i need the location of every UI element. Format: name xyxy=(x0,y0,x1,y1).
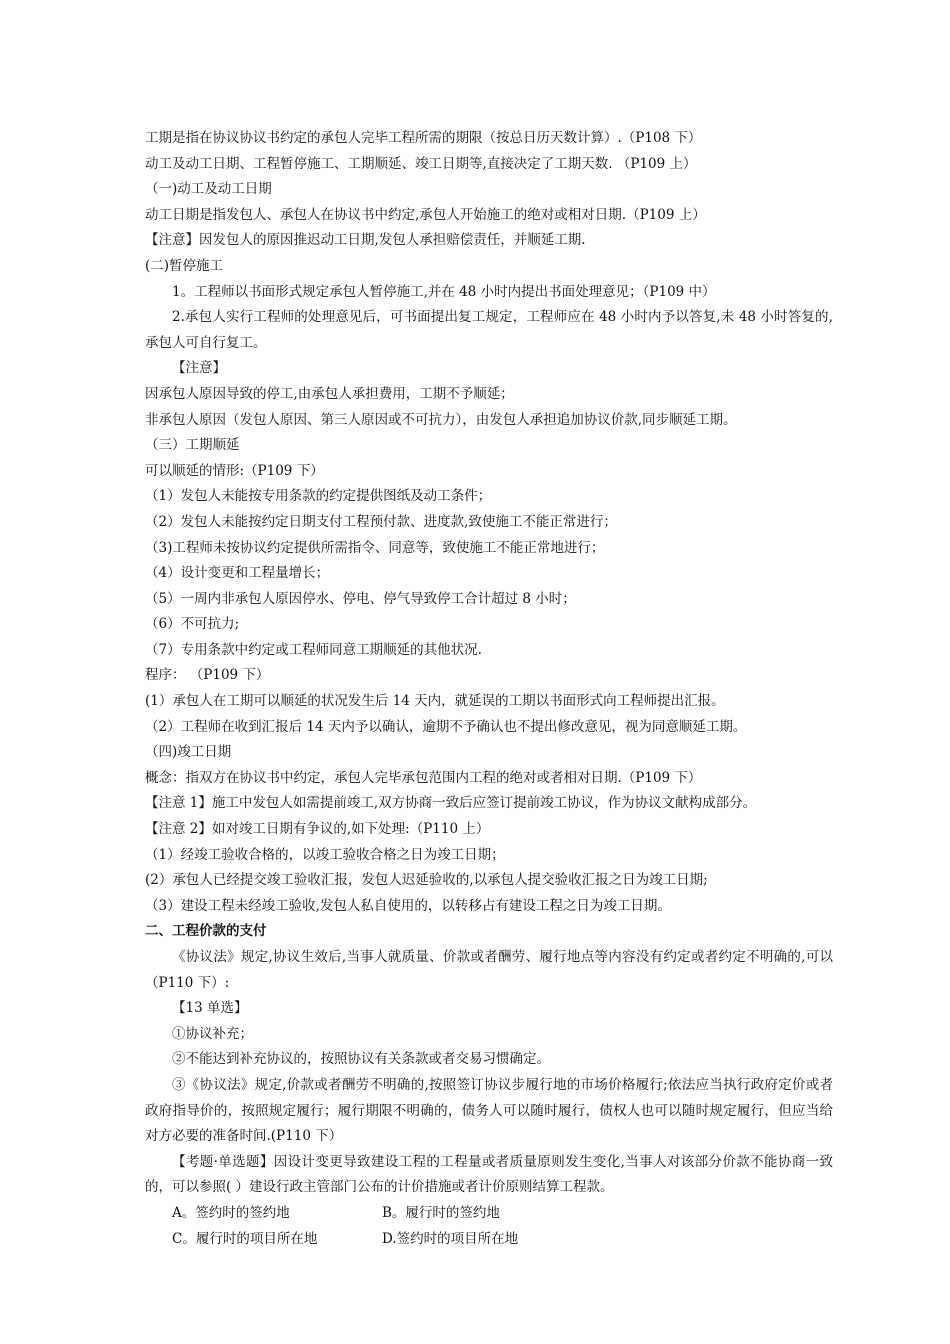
list-item-extension-4: （4）设计变更和工程量增长； xyxy=(145,565,330,582)
paragraph-duration-factors: 动工及动工日期、工程暂停施工、工期顺延、竣工日期等,直接决定了工期天数. （P109 上） xyxy=(145,155,697,172)
tag-single-choice: 【13 单选】 xyxy=(172,1000,248,1017)
list-item-extension-6: （6）不可抗力; xyxy=(145,616,240,633)
paragraph-duration-definition: 工期是指在协议协议书约定的承包人完毕工程所需的期限（按总日历天数计算）.（P108 下） xyxy=(145,130,702,146)
section-heading-payment: 二、工程价款的支付 xyxy=(145,923,267,940)
note-start-delay: 【注意】因发包人的原因推迟动工日期,发包人承担赔偿责任，并顺延工期. xyxy=(145,232,586,249)
paragraph-completion-definition: 概念：指双方在协议书中约定，承包人完毕承包范围内工程的绝对或者相对日期.（P109 下） xyxy=(145,769,702,786)
choice-d: D.签约时的项目所在地 xyxy=(382,1230,519,1247)
list-item-extension-3: （3)工程师未按协议约定提供所需指令、同意等，致使施工不能正常地进行； xyxy=(145,539,605,556)
list-item-dispute-3: （3）建设工程未经竣工验收,发包人私自使用的，以转移占有建设工程之日为竣工日期。 xyxy=(145,897,671,914)
choices-row-2 xyxy=(145,1227,833,1253)
document-body xyxy=(145,126,833,1252)
choice-c: C。履行时的项目所在地 xyxy=(172,1230,318,1247)
list-item-extension-1: （1）发包人未能按专用条款的约定提供图纸及动工条件； xyxy=(145,488,492,505)
choices-row-1 xyxy=(145,1201,833,1227)
note-early-completion: 【注意 1】施工中发包人如需提前竣工,双方协商一致后应签订提前竣工协议，作为协议文献构成部分。 xyxy=(145,795,757,812)
list-item-extension-2: （2）发包人未能按约定日期支付工程预付款、进度款,致使施工不能正常进行； xyxy=(145,513,617,530)
heading-suspension: (二)暂停施工 xyxy=(145,257,224,274)
heading-extension: （三）工期顺延 xyxy=(145,437,240,454)
paragraph-suspension-1: 1。工程师以书面形式规定承包人暂停施工,并在 48 小时内提出书面处理意见；（P109 中） xyxy=(172,283,716,300)
note-completion-dispute: 【注意 2】如对竣工日期有争议的,如下处理:（P110 上） xyxy=(145,821,490,838)
paragraph-contract-law: 《协议法》规定,协议生效后,当事人就质量、价款或者酬劳、履行地点等内容没有约定或者约定不明确的,可以（P110 下）: xyxy=(145,949,833,991)
list-item-custom: ②不能达到补充协议的，按照协议有关条款或者交易习惯确定。 xyxy=(172,1051,550,1068)
choice-b: B。履行时的签约地 xyxy=(382,1204,500,1221)
heading-completion-date: （四)竣工日期 xyxy=(145,744,232,761)
heading-start-date: （一)动工及动工日期 xyxy=(145,181,272,198)
paragraph-extension-cases: 可以顺延的情形:（P109 下） xyxy=(145,462,324,479)
list-item-dispute-1: （1）经竣工验收合格的，以竣工验收合格之日为竣工日期； xyxy=(145,846,505,863)
list-item-extension-7: （7）专用条款中约定或工程师同意工期顺延的其他状况. xyxy=(145,641,482,658)
paragraph-procedure: 程序： （P109 下） xyxy=(145,667,270,684)
list-item-procedure-1: (1）承包人在工期可以顺延的状况发生后 14 天内，就延误的工期以书面形式向工程师提出汇报。 xyxy=(145,693,725,710)
list-item-procedure-2: （2）工程师在收到汇报后 14 天内予以确认，逾期不予确认也不提出修改意见，视为同意顺延工期。 xyxy=(145,718,747,735)
exam-question: 【考题·单选题】因设计变更导致建设工程的工程量或者质量原则发生变化,当事人对该部分价款不能协商一致的，可以参照( ）建设行政主管部门公布的计价措施或者计价原则结算工程款。 xyxy=(145,1153,833,1196)
choice-a: A。签约时的签约地 xyxy=(172,1204,290,1221)
note-contractor-cause: 因承包人原因导致的停工,由承包人承担费用，工期不予顺延； xyxy=(145,385,514,402)
note-non-contractor-cause: 非承包人原因（发包人原因、第三人原因或不可抗力），由发包人承担追加协议价款,同步顺延工期。 xyxy=(145,411,737,428)
list-item-supplement: ①协议补充； xyxy=(172,1025,253,1042)
list-item-price-rules: ③《协议法》规定,价款或者酬劳不明确的,按照签订协议步履行地的市场价格履行;依法应当执行政府定价或者政府指导价的，按照规定履行；履行期限不明确的，债务人可以随时履行，债权人也可以随时规定履行，但应当给对方必要的准备时间.(P110 下） xyxy=(145,1076,833,1145)
paragraph-start-date-definition: 动工日期是指发包人、承包人在协议书中约定,承包人开始施工的绝对或相对日期.（P109 上） xyxy=(145,206,706,223)
note-heading: 【注意】 xyxy=(172,360,226,377)
paragraph-suspension-2: 2.承包人实行工程师的处理意见后，可书面提出复工规定，工程师应在 48 小时内予以答复,未 48 小时答复的,承包人可自行复工。 xyxy=(145,309,833,351)
list-item-extension-5: （5）一周内非承包人原因停水、停电、停气导致停工合计超过 8 小时； xyxy=(145,590,576,607)
list-item-dispute-2: (2）承包人已经提交竣工验收汇报，发包人迟延验收的,以承包人提交验收汇报之日为竣工日期; xyxy=(145,872,708,889)
